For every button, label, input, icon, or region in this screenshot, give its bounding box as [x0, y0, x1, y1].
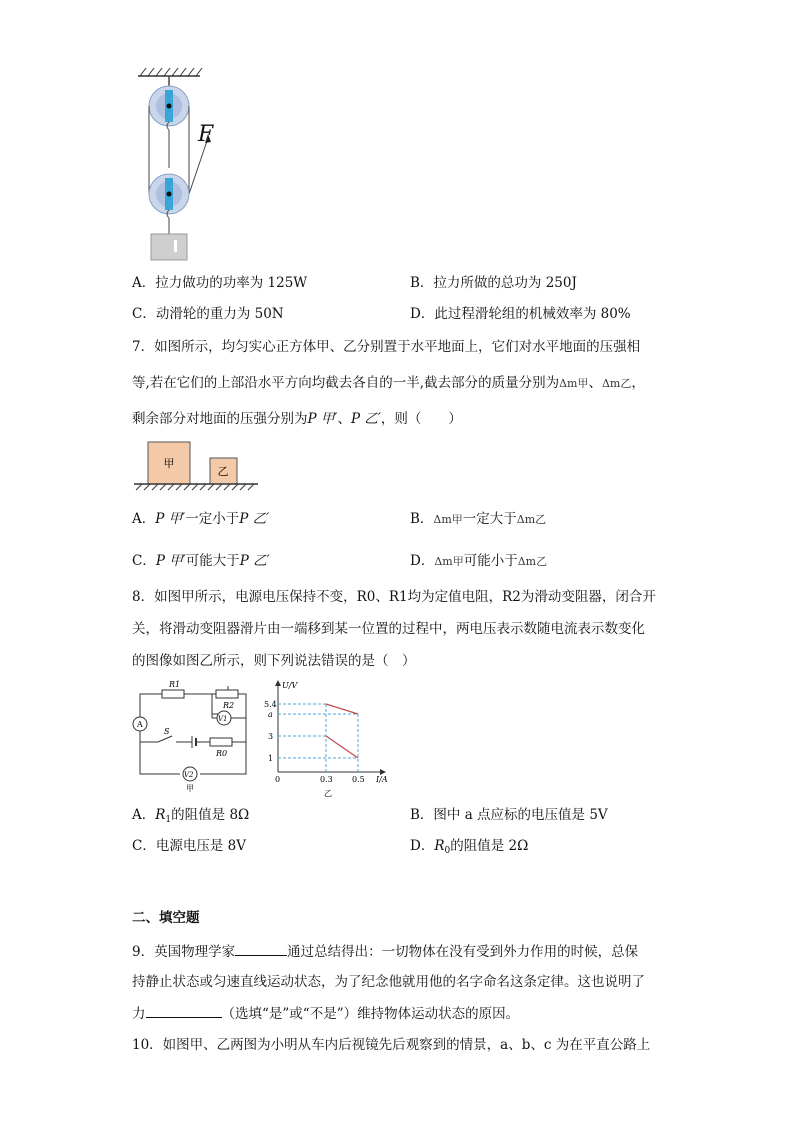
svg-text:0: 0 [275, 775, 281, 784]
q6-option-b[interactable]: B．拉力所做的总功为 250J [410, 275, 577, 291]
q7-line-2: 等,若在它们的上部沿水平方向均截去各自的一半,截去部分的质量分别为Δm甲、Δm乙， [132, 375, 645, 391]
q8-line-2: 关，将滑动变阻器滑片由一端移到某一位置的过程中，两电压表示数随电流表示数变化 [132, 621, 645, 637]
q8-option-d[interactable]: D．$R_0$的阻值是 2Ω [410, 838, 529, 856]
q8-line-1: 8．如图甲所示，电源电压保持不变，R0、R1均为定值电阻，R2为滑动变阻器，闭合开 [132, 589, 656, 605]
blocks-figure [132, 440, 262, 494]
svg-text:甲: 甲 [186, 784, 194, 793]
svg-text:乙: 乙 [324, 789, 332, 798]
q9-line-1: 9．英国物理学家 通过总结得出：一切物体在没有受到外力作用的时候，总保 [132, 941, 638, 962]
q8-option-c[interactable]: C．电源电压是 8V [132, 838, 246, 854]
q7-option-d[interactable]: D．Δm甲可能小于Δm乙 [410, 553, 548, 569]
section-title: 二、填空题 [132, 910, 200, 926]
voltage-current-graph [262, 676, 394, 800]
q7-option-a[interactable]: A．P 甲′一定小于P 乙′ [132, 511, 270, 527]
svg-text:R1: R1 [169, 680, 181, 689]
q9-blank-2[interactable] [146, 1003, 222, 1018]
delta-m-jia: Δm甲 [559, 377, 589, 390]
q9-blank-1[interactable] [235, 941, 287, 956]
p-yi: P 乙′ [350, 411, 381, 427]
svg-text:1: 1 [268, 754, 274, 763]
force-label: F [198, 122, 214, 147]
pulley-figure [128, 64, 228, 264]
q7-option-c[interactable]: C．P 甲′可能大于P 乙′ [132, 553, 270, 569]
block-yi-label: 乙 [217, 465, 229, 478]
svg-text:A: A [137, 720, 143, 729]
svg-text:V1: V1 [218, 715, 228, 723]
svg-text:I/A: I/A [376, 775, 388, 784]
delta-m-yi: Δm乙 [601, 377, 632, 390]
svg-text:V2: V2 [184, 771, 194, 779]
q8-option-b[interactable]: B．图中 a 点应标的电压值是 5V [410, 807, 608, 823]
q7-line-3: 剩余部分对地面的压强分别为P 甲′、P 乙′，则（ ） [132, 411, 462, 427]
q10-line-1: 10．如图甲、乙两图为小明从车内后视镜先后观察到的情景，a、b、c 为在平直公路上 [132, 1037, 651, 1053]
q6-option-c[interactable]: C．动滑轮的重力为 50N [132, 306, 284, 322]
svg-text:S: S [164, 727, 170, 736]
q6-option-d[interactable]: D．此过程滑轮组的机械效率为 80% [410, 306, 631, 322]
svg-text:U/V: U/V [282, 681, 298, 690]
block-jia-label: 甲 [163, 457, 175, 470]
p-jia: P 甲′ [307, 411, 338, 427]
q7-line-1: 7．如图所示，均匀实心正方体甲、乙分别置于水平地面上，它们对水平地面的压强相 [132, 339, 641, 355]
q8-line-3: 的图像如图乙所示，则下列说法错误的是（ ） [132, 653, 416, 669]
svg-text:a: a [268, 710, 273, 719]
svg-text:5.4: 5.4 [264, 700, 277, 709]
q9-line-2: 持静止状态或匀速直线运动状态，为了纪念他就用他的名字命名这条定律。这也说明了 [132, 974, 645, 990]
svg-text:0.5: 0.5 [352, 775, 365, 784]
q8-option-a[interactable]: A．$R_1$的阻值是 8Ω [132, 807, 250, 825]
svg-text:R0: R0 [216, 749, 228, 758]
circuit-diagram [128, 676, 256, 796]
svg-text:3: 3 [268, 732, 274, 741]
svg-text:R2: R2 [223, 701, 235, 710]
q9-line-3: 力 （选填“是”或“不是”）维持物体运动状态的原因。 [132, 1003, 519, 1024]
q7-option-b[interactable]: B．Δm甲一定大于Δm乙 [410, 511, 547, 527]
svg-text:0.3: 0.3 [320, 775, 333, 784]
q6-option-a[interactable]: A．拉力做功的功率为 125W [132, 275, 308, 291]
